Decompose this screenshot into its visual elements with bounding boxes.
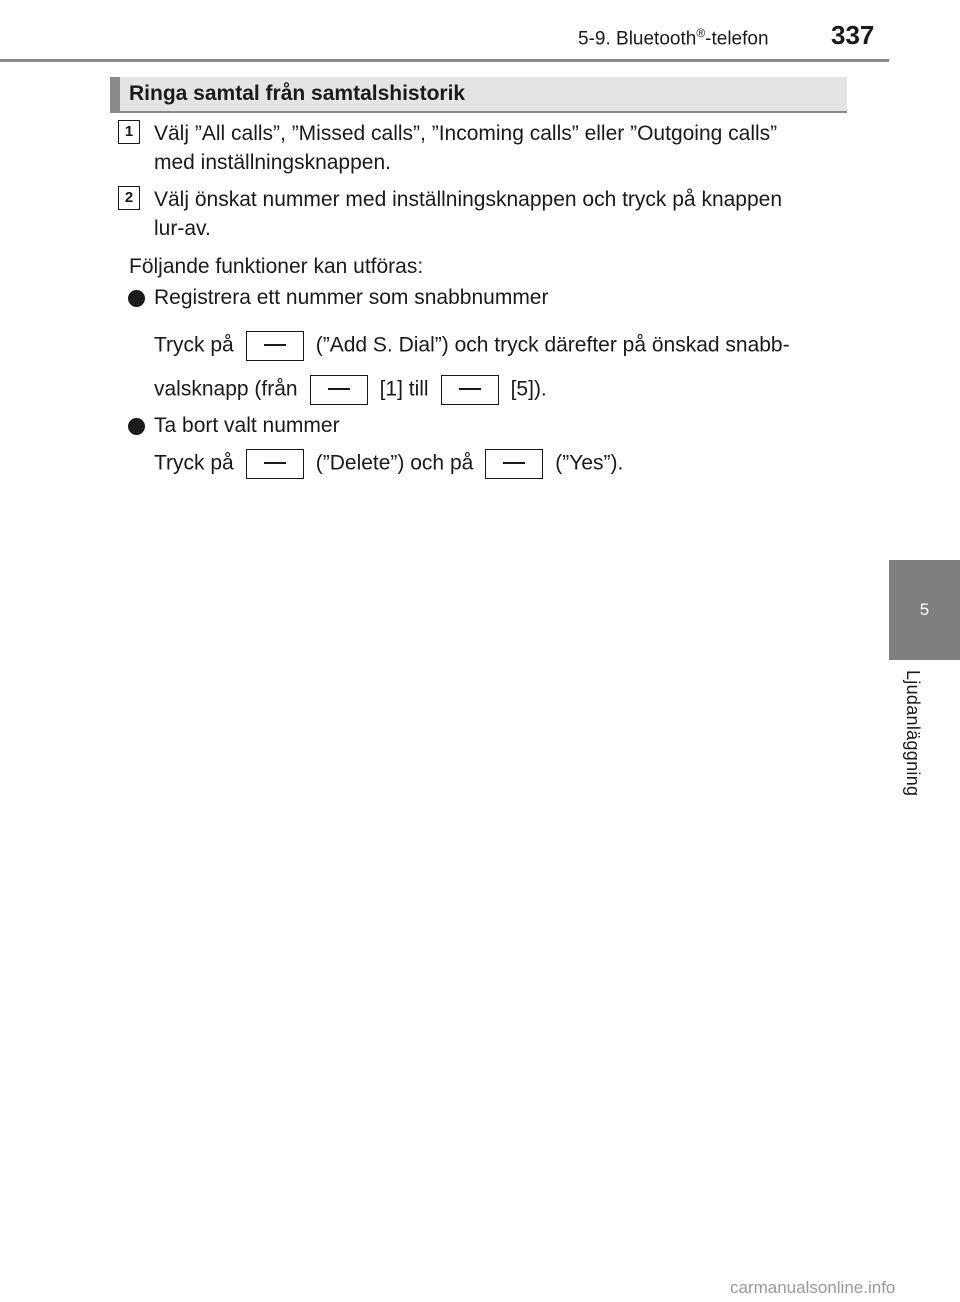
step-1-line-2: med inställningsknappen. [154,151,391,174]
function-2-line-1 [154,449,623,479]
registered-mark: ® [696,26,706,40]
header-rule [0,59,960,62]
step-2-line-2: lur-av. [154,217,211,240]
section-heading-rule [110,111,847,113]
function-1-valsknapp-text: valsknapp (från [154,377,298,401]
function-2-yes-text: (”Yes”). [555,451,624,475]
function-2-tryck-text: Tryck på [154,451,234,475]
speed-dial-5-button-icon [441,375,499,405]
speed-dial-1-button-icon [310,375,368,405]
function-2-delete-text: (”Delete”) och på [315,451,474,475]
functions-intro: Följande funktioner kan utföras: [129,255,424,278]
function-1-line-1 [154,331,790,361]
header-section-suffix: -telefon [705,28,769,50]
function-1-title: Registrera ett nummer som snabbnummer [154,286,549,309]
add-speed-dial-button-icon [246,331,304,361]
step-2-line-1: Välj önskat nummer med inställningsknappen och tryck på knappen [154,188,783,211]
running-header [578,26,769,50]
function-1-tryck-text: Tryck på [154,333,234,357]
function-2-title: Ta bort valt nummer [154,414,340,437]
yes-button-icon [485,449,543,479]
chapter-tab [889,560,960,660]
watermark-logo: carmanualsonline.info [730,1278,896,1297]
bullet-icon [128,290,145,307]
chapter-title: Ljudanläggning [903,670,923,797]
header-section-prefix: 5-9. Bluetooth [578,28,697,50]
section-title: Ringa samtal från samtalshistorik [129,82,466,105]
step-1-line-1: Välj ”All calls”, ”Missed calls”, ”Incoming calls” eller ”Outgoing calls” [154,122,778,145]
page-number: 337 [831,20,875,50]
step-2-badge: 2 [118,186,140,210]
bullet-icon [128,418,145,435]
step-1-badge: 1 [118,120,140,144]
function-1-line-2-rest: [5]). [510,377,547,401]
side-margin [889,0,960,560]
function-1-line-1-rest: (”Add S. Dial”) och tryck därefter på önskad snabb- [315,333,790,357]
chapter-number: 5 [919,600,930,619]
function-1-till-text: [1] till [379,377,429,401]
section-heading [110,77,847,111]
delete-button-icon [246,449,304,479]
function-1-line-2 [154,375,547,405]
